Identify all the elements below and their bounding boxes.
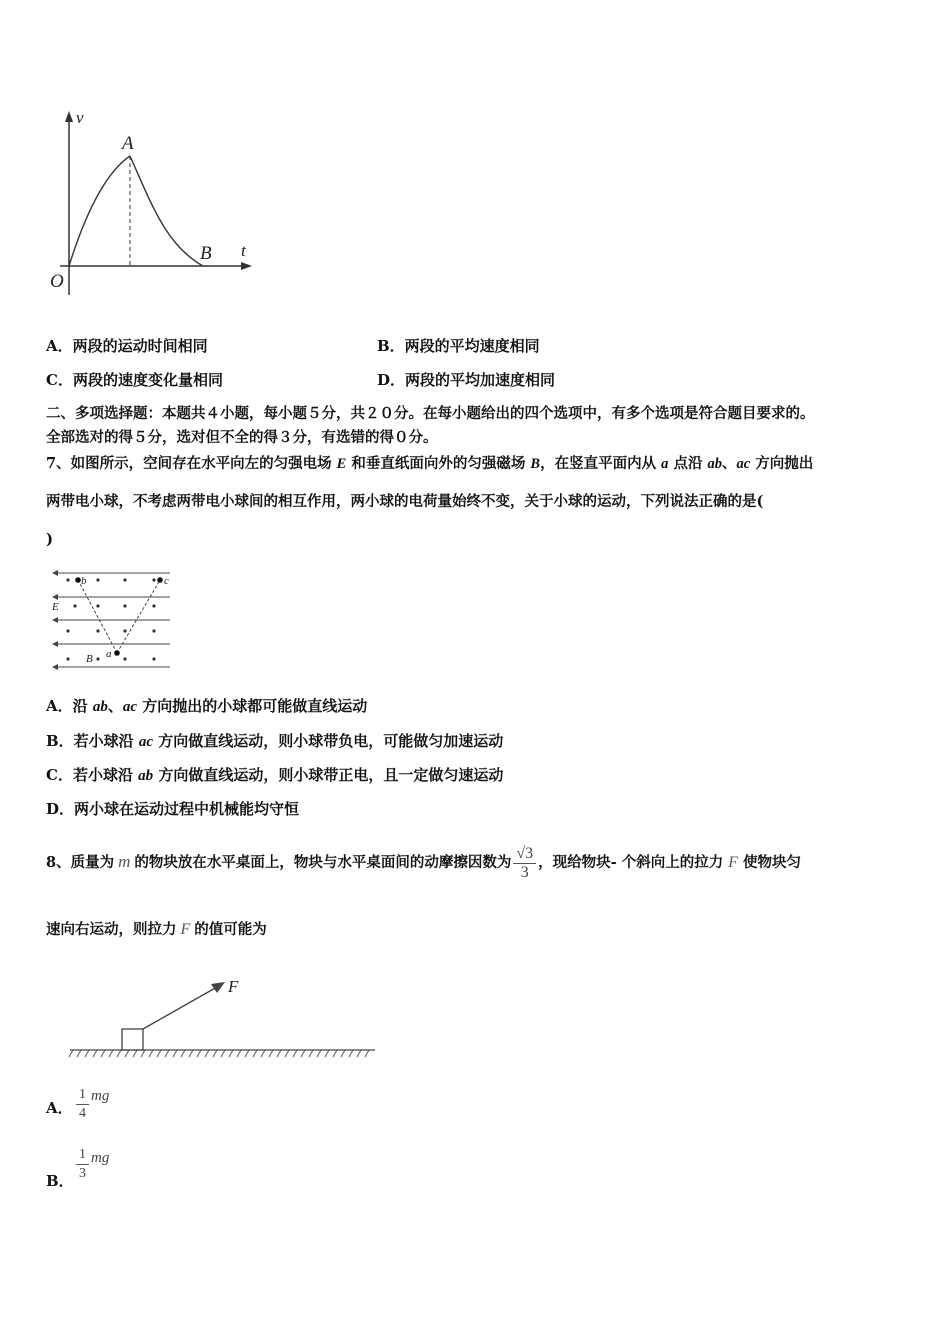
q7-stem-line2: 两带电小球，不考虑两带电小球间的相互作用，两小球的电荷量始终不变，关于小球的运动，下列说法正确的是(: [46, 493, 764, 510]
fig-label-B: B: [86, 653, 93, 665]
incline-force-figure: [65, 970, 385, 1065]
force-label-F: F: [228, 977, 239, 996]
q6-option-a: A．两段的运动时间相同: [46, 337, 208, 355]
q7-option-c: C．若小球沿 ab 方向做直线运动，则小球带正电，且一定做匀速运动: [46, 766, 504, 784]
point-c: [157, 577, 163, 583]
field-arrowheads: [52, 570, 58, 670]
q8-stem-line1: 8、质量为 m 的物块放在水平桌面上，物块与水平桌面间的动摩擦因数为 $\frac{√3}{3}$ ，现给物块- 个斜向上的拉力 F 使物块匀: [46, 844, 802, 881]
q7-option-b: B．若小球沿 ac 方向做直线运动，则小球带负电，可能做匀加速运动: [46, 732, 504, 750]
point-a: [114, 650, 120, 656]
vt-curve-rising: [69, 156, 130, 266]
label-O: O: [50, 271, 64, 292]
block: [122, 1029, 143, 1050]
mu-fraction: $\frac{√3}{3}$: [513, 845, 536, 882]
q6-option-c: C．两段的速度变化量相同: [46, 371, 223, 389]
q6-option-b: B．两段的平均速度相同: [377, 337, 540, 355]
t-axis-arrow: [241, 262, 252, 270]
q8-option-a-label: A．: [46, 1099, 73, 1117]
label-B: B: [200, 243, 212, 264]
label-A: A: [122, 133, 134, 154]
vt-graph: [40, 105, 270, 305]
q8-option-b-label: B．: [46, 1172, 74, 1190]
q6-option-d: D．两段的平均加速度相同: [377, 371, 556, 389]
section2-line1: 二、多项选择题：本题共４小题，每小题５分，共２０分。在每小题给出的四个选项中，有多个选项是符合题目要求的。: [46, 405, 815, 422]
field-lines: [56, 573, 170, 667]
q8-option-a-value: $\frac{1}{4}$ mg: [76, 1086, 109, 1123]
field-figure: [48, 565, 178, 673]
q7-option-d: D．两小球在运动过程中机械能均守恒: [46, 800, 300, 818]
label-v: v: [76, 108, 84, 127]
label-t: t: [241, 241, 246, 260]
fig-label-c: c: [164, 575, 169, 587]
q7-option-a: A．沿 ab、ac 方向抛出的小球都可能做直线运动: [46, 697, 368, 715]
path-ab: [78, 580, 117, 653]
q8-stem-line2: 速向右运动，则拉力 F 的值可能为: [46, 921, 267, 938]
q7-stem-line1: 7、如图所示，空间存在水平向左的匀强电场 E 和垂直纸面向外的匀强磁场 B，在竖直平面内从 a 点沿 ab、ac 方向抛出: [46, 455, 814, 472]
ground-hatching: [69, 1050, 369, 1057]
fig-label-E: E: [52, 601, 59, 613]
fig-label-b: b: [81, 575, 87, 587]
section2-line2: 全部选对的得５分，选对但不全的得３分，有选错的得０分。: [46, 429, 438, 446]
force-arrow-shaft: [143, 987, 217, 1029]
fig-label-a: a: [106, 648, 112, 660]
force-arrowhead: [211, 982, 225, 993]
point-b: [75, 577, 81, 583]
q8-option-b-value: $\frac{1}{3}$ mg: [76, 1146, 109, 1183]
q7-stem-line3: ): [46, 530, 54, 548]
v-axis-arrow: [65, 111, 73, 122]
path-ac: [117, 580, 160, 653]
vt-curve-falling: [130, 156, 203, 266]
